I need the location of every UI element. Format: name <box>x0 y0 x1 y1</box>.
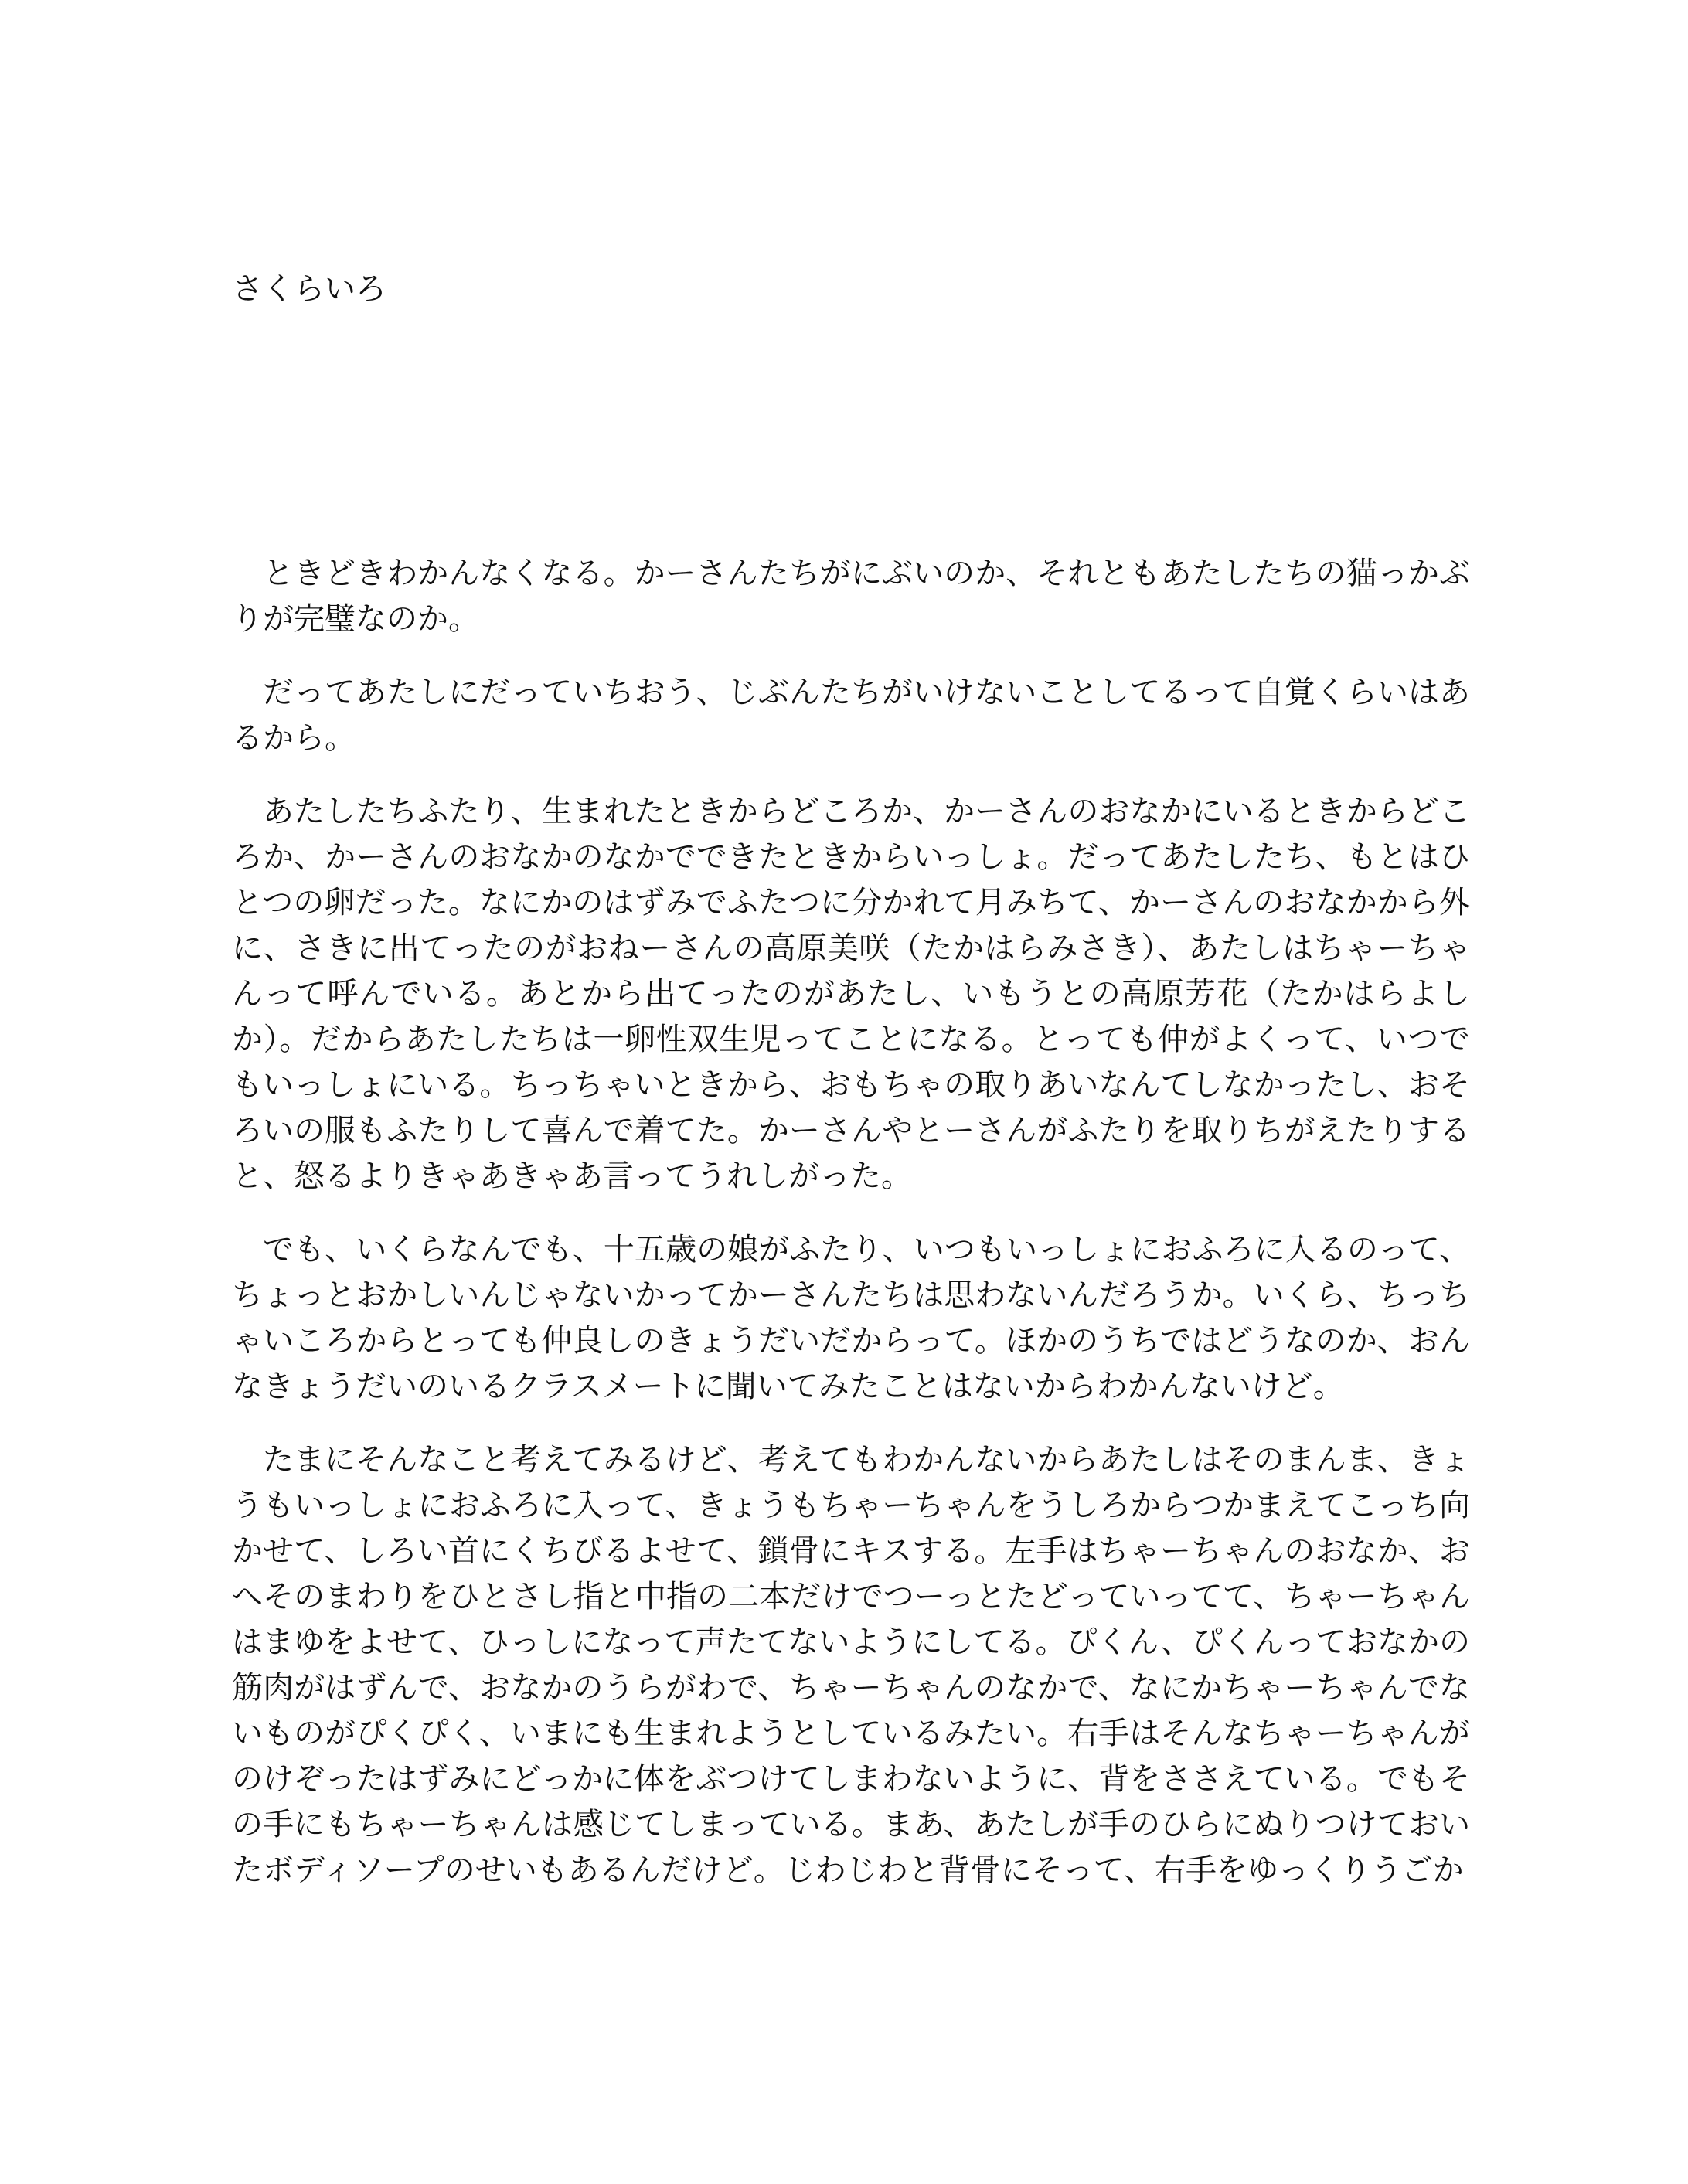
document-body <box>232 550 1470 1893</box>
body-paragraph: あたしたちふたり、生まれたときからどころか、かーさんのおなかにいるときからどころか、かーさんのおなかのなかでできたときからいっしょ。だってあたしたち、もとはひとつの卵だった。なにかのはずみでふたつに分かれて月みちて、かーさんのおなかから外に、さきに出てったのがおねーさんの高原美咲（たかはらみさき）、あたしはちゃーちゃんって呼んでいる。あとから出てったのがあたし、いもうとの高原芳花（たかはらよしか）。だからあたしたちは一卵性双生児ってことになる。とっても仲がよくって、いつでもいっしょにいる。ちっちゃいときから、おもちゃの取りあいなんてしなかったし、おそろいの服もふたりして喜んで着てた。かーさんやとーさんがふたりを取りちがえたりすると、怒るよりきゃあきゃあ言ってうれしがった。 <box>232 794 1470 1193</box>
body-paragraph: ときどきわかんなくなる。かーさんたちがにぶいのか、それともあたしたちの猫っかぶりが完璧なのか。 <box>232 556 1470 636</box>
body-paragraph: たまにそんなこと考えてみるけど、考えてもわかんないからあたしはそのまんま、きょうもいっしょにおふろに入って、きょうもちゃーちゃんをうしろからつかまえてこっち向かせて、しろい首にくちびるよせて、鎖骨にキスする。左手はちゃーちゃんのおなか、おへそのまわりをひとさし指と中指の二本だけでつーっとたどっていってて、ちゃーちゃんはまゆをよせて、ひっしになって声たてないようにしてる。ぴくん、ぴくんっておなかの筋肉がはずんで、おなかのうらがわで、ちゃーちゃんのなかで、なにかちゃーちゃんでないものがぴくぴく、いまにも生まれようとしているみたい。右手はそんなちゃーちゃんがのけぞったはずみにどっかに体をぶつけてしまわないように、背をささえている。でもその手にもちゃーちゃんは感じてしまっている。まあ、あたしが手のひらにぬりつけておいたボディソープのせいもあるんだけど。じわじわと背骨にそって、右手をゆっくりうごか <box>232 1442 1470 1887</box>
body-paragraph: だってあたしにだっていちおう、じぶんたちがいけないことしてるって自覚くらいはあるから。 <box>232 675 1470 755</box>
document-title: さくらいろ <box>232 271 386 306</box>
body-paragraph: でも、いくらなんでも、十五歳の娘がふたり、いつもいっしょにおふろに入るのって、ちょっとおかしいんじゃないかってかーさんたちは思わないんだろうか。いくら、ちっちゃいころからとっても仲良しのきょうだいだからって。ほかのうちではどうなのか、おんなきょうだいのいるクラスメートに聞いてみたことはないからわかんないけど。 <box>232 1232 1470 1403</box>
